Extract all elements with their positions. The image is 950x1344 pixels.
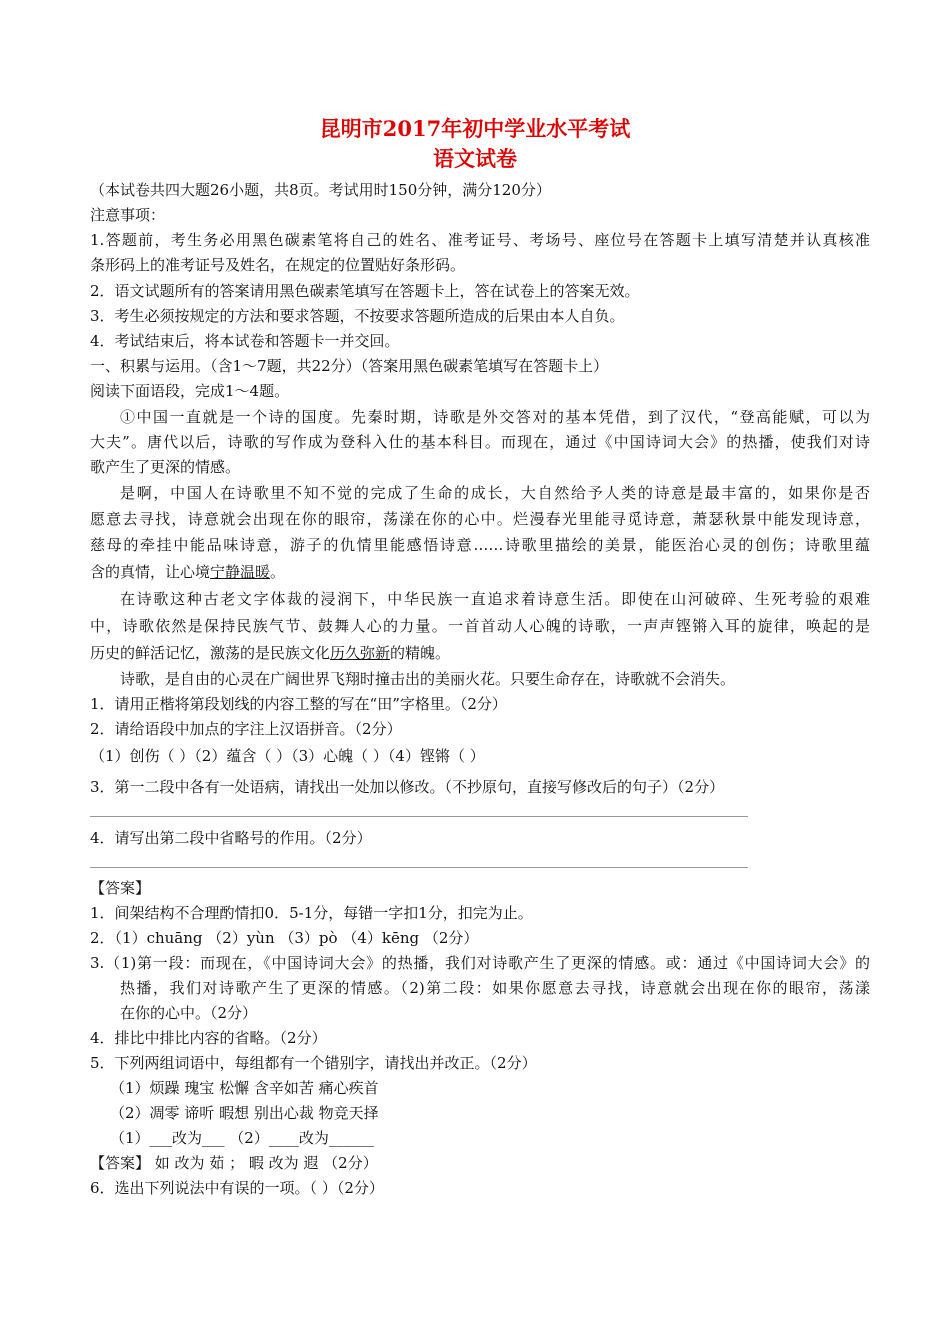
answer-1: 1．间架结构不合理酌情扣0．5-1分，每错一字扣1分，扣完为止。	[90, 904, 533, 922]
question-5-blanks: （1）___改为___ （2）____改为______	[110, 1129, 374, 1147]
passage-line: 歌产生了更深的情感。	[90, 458, 241, 476]
question-2-items: （1）创伤（ ）（2）蕴含（ ）（3）心魄（ ）（4）铿锵（ ）	[90, 747, 485, 765]
answer-5: 【答案】 如 改为 茹 ； 暇 改为 遐 （2分）	[90, 1154, 378, 1172]
answer-3-cont: 热播，我们对诗歌产生了更深的情感。（2)第二段：如果你愿意去寻找，诗意就会出现在你的眼帘，荡漾	[120, 979, 870, 997]
exam-subtitle: 语文试卷	[433, 146, 517, 171]
section-one-heading: 一、积累与运用。（含1～7题，共22分）（答案用黑色碳素笔填写在答题卡上）	[90, 357, 609, 375]
question-3: 3．第一二段中各有一处语病，请找出一处加以修改。（不抄原句，直接写修改后的句子）（2分）	[90, 778, 725, 796]
passage-line	[90, 562, 870, 582]
answer-heading: 【答案】	[90, 879, 151, 897]
question-5-group-2: （2）凋零 谛听 暇想 别出心裁 物竞天择	[110, 1104, 379, 1122]
passage-line: 大夫”。唐代以后，诗歌的写作成为登科入仕的基本科目。而现在，通过《中国诗词大会》的热播，使我们对诗	[90, 433, 870, 451]
exam-title: 昆明市2017年初中学业水平考试	[319, 116, 631, 141]
question-2: 2．请给语段中加点的字注上汉语拼音。（2分）	[90, 720, 402, 738]
notice-2: 2．语文试题所有的答案请用黑色碳素笔填写在答题卡上，答在试卷上的答案无效。	[90, 282, 640, 300]
answer-3-cont: 在你的心中。（2分）	[120, 1004, 258, 1022]
passage-line: 中，诗歌依然是保持民族气节、鼓舞人心的力量。一首首动人心魄的诗歌，一声声铿锵入耳的旋律，唤起的是	[90, 617, 870, 635]
answer-2: 2．（1）chuāng （2）yùn （3）pò （4）kēng （2分）	[90, 929, 479, 947]
notice-1: 1.答题前，考生务必用黑色碳素笔将自己的姓名、准考证号、考场号、座位号在答题卡上填写清楚并认真核准	[90, 231, 870, 249]
passage-line: 慈母的牵挂中能品味诗意，游子的仇情里能感悟诗意……诗歌里描绘的美景，能医治心灵的创伤；诗歌里蕴	[90, 536, 870, 554]
reading-instruction: 阅读下面语段，完成1～4题。	[90, 382, 290, 400]
question-5-group-1: （1）烦躁 瑰宝 松懈 含辛如苦 痛心疾首	[110, 1079, 379, 1097]
question-6: 6．选出下列说法中有误的一项。（ ）（2分）	[90, 1179, 384, 1197]
underlined-phrase: 宁静温暖	[210, 563, 271, 581]
answer-line	[90, 816, 748, 817]
passage-line: 诗歌，是自由的心灵在广阔世界飞翔时撞击出的美丽火花。只要生命存在，诗歌就不会消失。	[120, 670, 736, 688]
answer-3: 3.（1)第一段：而现在，《中国诗词大会》的热播，我们对诗歌产生了更深的情感。或：通过《中国诗词大会》的	[90, 954, 870, 972]
passage-line	[90, 643, 870, 663]
answer-line	[90, 867, 748, 868]
notice-4: 4．考试结束后，将本试卷和答题卡一并交回。	[90, 332, 400, 350]
notice-heading: 注意事项：	[90, 206, 166, 224]
exam-info: （本试卷共四大题26小题，共8页。考试用时150分钟，满分120分）	[90, 181, 551, 199]
passage-text: 。	[270, 563, 286, 581]
passage-text: 的精魄。	[390, 644, 451, 662]
question-1: 1．请用正楷将第段划线的内容工整的写在“田”字格里。（2分）	[90, 695, 507, 713]
passage-line: 在诗歌这种古老文字体裁的浸润下，中华民族一直追求着诗意生活。即使在山河破碎、生死考验的艰难	[120, 590, 870, 608]
question-4: 4．请写出第二段中省略号的作用。（2分）	[90, 829, 372, 847]
notice-1-cont: 条形码上的准考证号及姓名，在规定的位置贴好条形码。	[90, 256, 466, 274]
answer-4: 4．排比中排比内容的省略。（2分）	[90, 1029, 327, 1047]
underlined-phrase: 历久弥新	[330, 644, 391, 662]
notice-3: 3．考生必须按规定的方法和要求答题，不按要求答题所造成的后果由本人自负。	[90, 307, 625, 325]
passage-line: 是啊，中国人在诗歌里不知不觉的完成了生命的成长，大自然给予人类的诗意是最丰富的，如果你是否	[120, 484, 870, 502]
passage-line: ①中国一直就是一个诗的国度。先秦时期，诗歌是外交答对的基本凭借，到了汉代，“登高能赋，可以为	[120, 408, 870, 426]
passage-text: 历史的鲜活记忆，激荡的是民族文化	[90, 644, 331, 662]
passage-line: 愿意去寻找，诗意就会出现在你的眼帘，荡漾在你的心中。烂漫春光里能寻觅诗意，萧瑟秋景中能发现诗意，	[90, 510, 870, 528]
question-5: 5．下列两组词语中，每组都有一个错别字，请找出并改正。（2分）	[90, 1054, 537, 1072]
passage-text: 含的真情，让心境	[90, 563, 211, 581]
